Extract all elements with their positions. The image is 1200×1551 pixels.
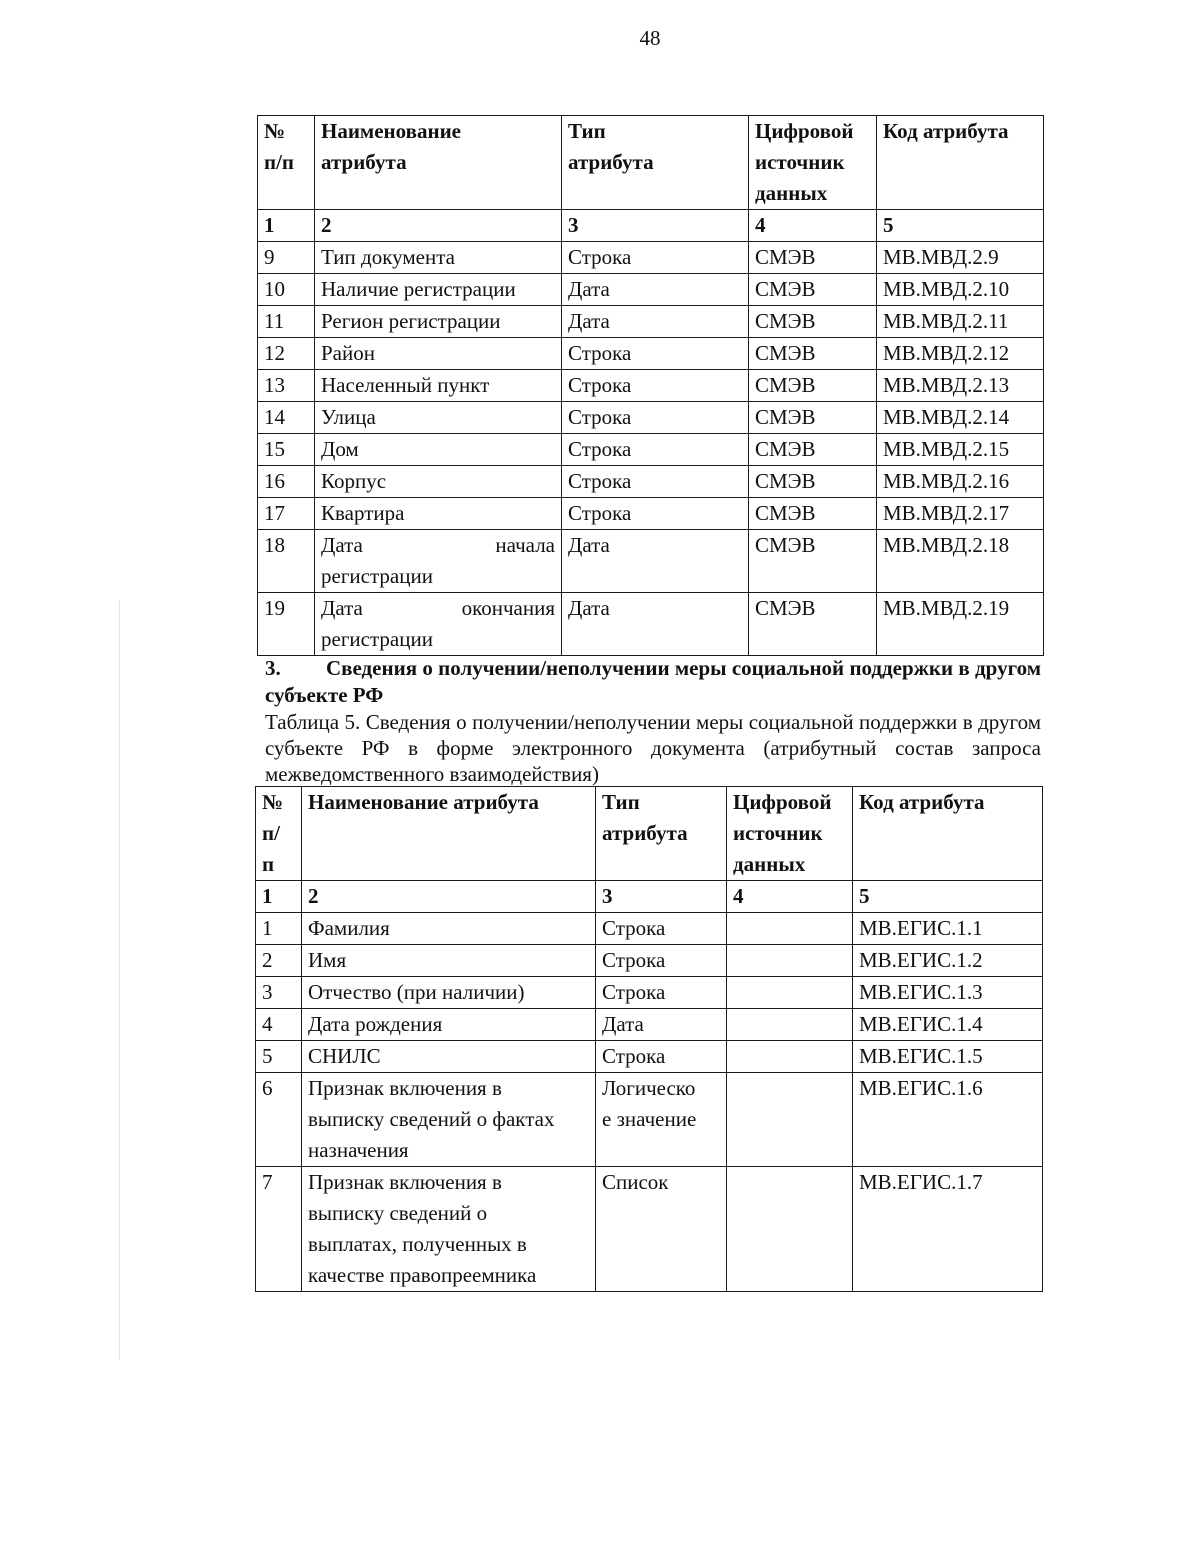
attribute-type-cell-line: Логическо: [602, 1076, 696, 1100]
attribute-code-cell: МВ.МВД.2.9: [877, 242, 1044, 274]
data-source-cell: СМЭВ: [749, 466, 877, 498]
col-source-header-line: источник: [755, 150, 845, 174]
col-type-header-line: Тип: [602, 790, 640, 814]
table-row: [258, 370, 1044, 402]
column-number-cell: 1: [256, 881, 302, 913]
table-row: [258, 434, 1044, 466]
attribute-code-cell: МВ.МВД.2.14: [877, 402, 1044, 434]
attribute-type-cell: [596, 1041, 727, 1073]
data-source-cell: СМЭВ: [749, 274, 877, 306]
attribute-code-cell: МВ.МВД.2.15: [877, 434, 1044, 466]
attribute-code-cell: МВ.ЕГИС.1.6: [853, 1073, 1043, 1167]
attribute-name-cell: [315, 593, 562, 656]
attribute-type-cell: Строка: [562, 466, 749, 498]
col-type-header: [596, 787, 727, 881]
data-source-cell: СМЭВ: [749, 402, 877, 434]
attribute-code-cell: МВ.МВД.2.10: [877, 274, 1044, 306]
table-row: [256, 1041, 1043, 1073]
attribute-type-cell: [596, 1073, 727, 1167]
row-number-cell: 16: [258, 466, 315, 498]
attribute-code-cell: МВ.МВД.2.18: [877, 530, 1044, 593]
attribute-name-cell-line: выписку сведений о фактах: [308, 1107, 555, 1131]
attribute-type-cell: [596, 1167, 727, 1292]
table-row: [256, 913, 1043, 945]
attribute-type-cell: [596, 913, 727, 945]
col-name-header: [315, 116, 562, 210]
row-number-cell: 7: [256, 1167, 302, 1292]
col-name-header-line: Наименование атрибута: [308, 790, 539, 814]
attribute-name-cell: Населенный пункт: [315, 370, 562, 402]
attribute-type-cell: Строка: [562, 434, 749, 466]
section-title: Сведения о получении/неполучении меры социальной поддержки в другом субъекте РФ: [265, 656, 1041, 707]
row-number-cell: 2: [256, 945, 302, 977]
col-type-header-line: атрибута: [568, 150, 654, 174]
table-row: [256, 945, 1043, 977]
attribute-type-cell: Строка: [562, 370, 749, 402]
attribute-code-cell: МВ.МВД.2.12: [877, 338, 1044, 370]
column-number-cell: 4: [727, 881, 853, 913]
page-number: 48: [639, 26, 661, 50]
attribute-type-cell: Строка: [562, 498, 749, 530]
col-number-header-line: №: [262, 790, 284, 814]
attribute-name-cell-line: Отчество (при наличии): [308, 980, 525, 1004]
col-code-header-line: Код атрибута: [859, 790, 985, 814]
header-row: [256, 787, 1043, 881]
row-number-cell: 12: [258, 338, 315, 370]
attribute-name-part: Дата: [321, 596, 363, 620]
scan-margin-line: [119, 600, 120, 1360]
attribute-name-cell: Квартира: [315, 498, 562, 530]
attribute-code-cell: МВ.ЕГИС.1.2: [853, 945, 1043, 977]
column-number-cell: 1: [258, 210, 315, 242]
attribute-type-cell-line: Список: [602, 1170, 669, 1194]
data-source-cell: СМЭВ: [749, 306, 877, 338]
attribute-table-registration: [257, 115, 1044, 656]
attribute-name-cell: Корпус: [315, 466, 562, 498]
col-number-header-line: п: [262, 852, 275, 876]
col-number-header: [258, 116, 315, 210]
attribute-type-cell: Строка: [562, 242, 749, 274]
attribute-code-cell: МВ.ЕГИС.1.7: [853, 1167, 1043, 1292]
attribute-type-cell-line: Строка: [602, 948, 666, 972]
attribute-name-cell-line: СНИЛС: [308, 1044, 381, 1068]
col-name-header-line: Наименование: [321, 119, 461, 143]
attribute-name-cell-line: назначения: [308, 1138, 409, 1162]
row-number-cell: 9: [258, 242, 315, 274]
col-name-header-line: атрибута: [321, 150, 407, 174]
attribute-type-cell: Дата: [562, 530, 749, 593]
attribute-code-cell: МВ.МВД.2.17: [877, 498, 1044, 530]
attribute-name-part: начала: [495, 533, 555, 557]
col-source-header-line: Цифровой: [733, 790, 832, 814]
attribute-name-cell-line: выписку сведений о: [308, 1201, 488, 1225]
col-source-header: [727, 787, 853, 881]
row-number-cell: 11: [258, 306, 315, 338]
attribute-type-cell: Дата: [562, 306, 749, 338]
data-source-cell: СМЭВ: [749, 242, 877, 274]
attribute-name-cell-line: Признак включения в: [308, 1170, 502, 1194]
col-code-header-line: Код атрибута: [883, 119, 1009, 143]
row-number-cell: 18: [258, 530, 315, 593]
data-source-cell: [727, 1073, 853, 1167]
data-source-cell: СМЭВ: [749, 434, 877, 466]
row-number-cell: 1: [256, 913, 302, 945]
data-source-cell: СМЭВ: [749, 530, 877, 593]
attribute-type-cell: [596, 977, 727, 1009]
attribute-name-cell: Тип документа: [315, 242, 562, 274]
attribute-code-cell: МВ.МВД.2.13: [877, 370, 1044, 402]
col-source-header-line: данных: [755, 181, 828, 205]
attribute-name-cell: [302, 945, 596, 977]
row-number-cell: 5: [256, 1041, 302, 1073]
attribute-name-cell: [302, 1167, 596, 1292]
attribute-type-cell: Дата: [562, 593, 749, 656]
col-number-header: [256, 787, 302, 881]
attribute-type-cell-line: Строка: [602, 1044, 666, 1068]
table-row: [256, 1073, 1043, 1167]
column-number-cell: 4: [749, 210, 877, 242]
data-source-cell: СМЭВ: [749, 498, 877, 530]
data-source-cell: [727, 1167, 853, 1292]
table-row: [256, 977, 1043, 1009]
attribute-table-social-support: [255, 786, 1043, 1292]
col-source-header-line: данных: [733, 852, 806, 876]
col-source-header: [749, 116, 877, 210]
column-number-row: [258, 210, 1044, 242]
table-row: [258, 402, 1044, 434]
table-row: [258, 466, 1044, 498]
table-row: [258, 306, 1044, 338]
attribute-name-cell: Улица: [315, 402, 562, 434]
row-number-cell: 13: [258, 370, 315, 402]
col-number-header-line: №: [264, 119, 286, 143]
data-source-cell: СМЭВ: [749, 370, 877, 402]
section-3-heading: [265, 655, 1041, 709]
data-source-cell: СМЭВ: [749, 593, 877, 656]
col-number-header-line: п/п: [264, 150, 295, 174]
column-number-cell: 3: [596, 881, 727, 913]
table-row: [258, 242, 1044, 274]
attribute-name-part: регистрации: [321, 627, 433, 651]
attribute-name-cell-line: Имя: [308, 948, 347, 972]
table-row: [256, 1167, 1043, 1292]
column-number-row: [256, 881, 1043, 913]
col-source-header-line: источник: [733, 821, 823, 845]
attribute-name-cell: Регион регистрации: [315, 306, 562, 338]
table-row: [256, 1009, 1043, 1041]
row-number-cell: 19: [258, 593, 315, 656]
attribute-name-part: Дата: [321, 533, 363, 557]
attribute-name-part: окончания: [461, 596, 555, 620]
attribute-name-cell-line: качестве правопреемника: [308, 1263, 537, 1287]
data-source-cell: [727, 977, 853, 1009]
attribute-code-cell: МВ.ЕГИС.1.5: [853, 1041, 1043, 1073]
table-5-caption: Таблица 5. Сведения о получении/неполучении меры социальной поддержки в другом субъекте РФ в форме электронного документа (атрибутный состав запроса межведомственного взаимодействия): [265, 710, 1041, 786]
data-source-cell: [727, 1009, 853, 1041]
attribute-type-cell-line: Дата: [602, 1012, 644, 1036]
attribute-name-cell-line: Признак включения в: [308, 1076, 502, 1100]
row-number-cell: 4: [256, 1009, 302, 1041]
attribute-name-part: регистрации: [321, 564, 433, 588]
attribute-code-cell: МВ.МВД.2.16: [877, 466, 1044, 498]
attribute-name-cell-line: Фамилия: [308, 916, 390, 940]
col-type-header-line: Тип: [568, 119, 606, 143]
row-number-cell: 6: [256, 1073, 302, 1167]
attribute-name-cell-line: Дата рождения: [308, 1012, 443, 1036]
column-number-cell: 3: [562, 210, 749, 242]
attribute-type-cell: Строка: [562, 402, 749, 434]
col-number-header-line: п/: [262, 821, 280, 845]
attribute-name-cell: [302, 977, 596, 1009]
header-row: [258, 116, 1044, 210]
col-code-header: [853, 787, 1043, 881]
attribute-type-cell: Дата: [562, 274, 749, 306]
attribute-name-cell: Район: [315, 338, 562, 370]
attribute-code-cell: МВ.ЕГИС.1.1: [853, 913, 1043, 945]
data-source-cell: [727, 913, 853, 945]
data-source-cell: [727, 1041, 853, 1073]
attribute-type-cell-line: е значение: [602, 1107, 697, 1131]
row-number-cell: 14: [258, 402, 315, 434]
column-number-cell: 2: [315, 210, 562, 242]
table-row: [258, 593, 1044, 656]
attribute-type-cell-line: Строка: [602, 980, 666, 1004]
row-number-cell: 3: [256, 977, 302, 1009]
col-source-header-line: Цифровой: [755, 119, 854, 143]
attribute-name-cell-line: выплатах, полученных в: [308, 1232, 527, 1256]
attribute-name-cell: [302, 1009, 596, 1041]
column-number-cell: 5: [877, 210, 1044, 242]
attribute-code-cell: МВ.МВД.2.11: [877, 306, 1044, 338]
attribute-type-cell: [596, 1009, 727, 1041]
row-number-cell: 10: [258, 274, 315, 306]
data-source-cell: [727, 945, 853, 977]
table-row: [258, 338, 1044, 370]
attribute-name-cell: [302, 1073, 596, 1167]
attribute-name-cell: [302, 1041, 596, 1073]
attribute-name-cell: Дом: [315, 434, 562, 466]
column-number-cell: 2: [302, 881, 596, 913]
attribute-type-cell: Строка: [562, 338, 749, 370]
attribute-code-cell: МВ.ЕГИС.1.4: [853, 1009, 1043, 1041]
row-number-cell: 15: [258, 434, 315, 466]
attribute-code-cell: МВ.МВД.2.19: [877, 593, 1044, 656]
col-type-header-line: атрибута: [602, 821, 688, 845]
attribute-name-cell: [302, 913, 596, 945]
data-source-cell: СМЭВ: [749, 338, 877, 370]
table-row: [258, 530, 1044, 593]
col-name-header: [302, 787, 596, 881]
attribute-name-cell: [315, 530, 562, 593]
attribute-name-cell: Наличие регистрации: [315, 274, 562, 306]
table-row: [258, 498, 1044, 530]
column-number-cell: 5: [853, 881, 1043, 913]
attribute-code-cell: МВ.ЕГИС.1.3: [853, 977, 1043, 1009]
attribute-type-cell: [596, 945, 727, 977]
col-type-header: [562, 116, 749, 210]
section-number: 3.: [265, 656, 281, 680]
attribute-type-cell-line: Строка: [602, 916, 666, 940]
col-code-header: [877, 116, 1044, 210]
table-row: [258, 274, 1044, 306]
row-number-cell: 17: [258, 498, 315, 530]
